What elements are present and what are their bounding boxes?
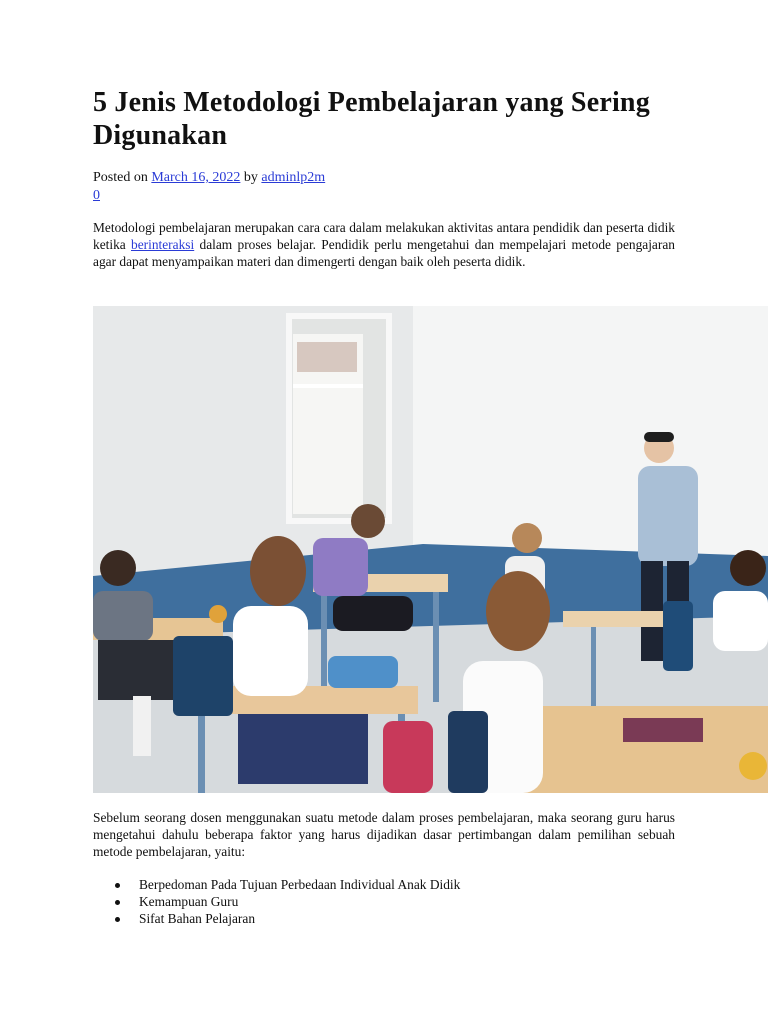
intro-text-before-link: Metodologi pembelajaran merupakan cara cara dalam melakukan aktivitas antara pendidik dan peserta didik ketika bbox=[93, 220, 675, 252]
list-item-label: Sifat Bahan Pelajaran bbox=[139, 911, 256, 926]
comments-count-link[interactable]: 0 bbox=[93, 188, 100, 203]
bullet-icon bbox=[115, 917, 120, 922]
classroom-photo bbox=[93, 306, 768, 793]
author-link[interactable]: adminlp2m bbox=[261, 170, 326, 185]
intro-text-after-link: dalam proses belajar. Pendidik perlu mengetahui dan mempelajari metode pengajaran agar dapat menyampaikan materi dan dimengerti dengan baik oleh peserta didik. bbox=[93, 237, 675, 269]
list-item-label: Kemampuan Guru bbox=[139, 894, 239, 909]
factors-intro-paragraph: Sebelum seorang dosen menggunakan suatu metode dalam proses pembelajaran, maka seorang guru harus mengetahui dahulu beberapa faktor yang harus dijadikan dasar pertimbangan dalam pemilihan sebuah metode pembelajaran, yaitu: bbox=[93, 810, 675, 859]
bullet-icon bbox=[115, 883, 120, 888]
list-item-label: Berpedoman Pada Tujuan Perbedaan Individual Anak Didik bbox=[139, 877, 461, 892]
intro-paragraph bbox=[93, 219, 675, 270]
berinteraksi-link[interactable]: berinteraksi bbox=[131, 237, 195, 252]
factors-list bbox=[93, 876, 721, 927]
post-title: 5 Jenis Metodologi Pembelajaran yang Sering Digunakan bbox=[93, 87, 650, 151]
posted-on-label: Posted on bbox=[93, 170, 148, 185]
bullet-icon bbox=[115, 900, 120, 905]
post-meta bbox=[93, 169, 675, 187]
list-item bbox=[139, 876, 721, 893]
list-item bbox=[139, 893, 721, 910]
list-item bbox=[139, 910, 721, 927]
post-date-link[interactable]: March 16, 2022 bbox=[151, 170, 241, 185]
article bbox=[93, 86, 675, 270]
by-label: by bbox=[243, 170, 258, 185]
